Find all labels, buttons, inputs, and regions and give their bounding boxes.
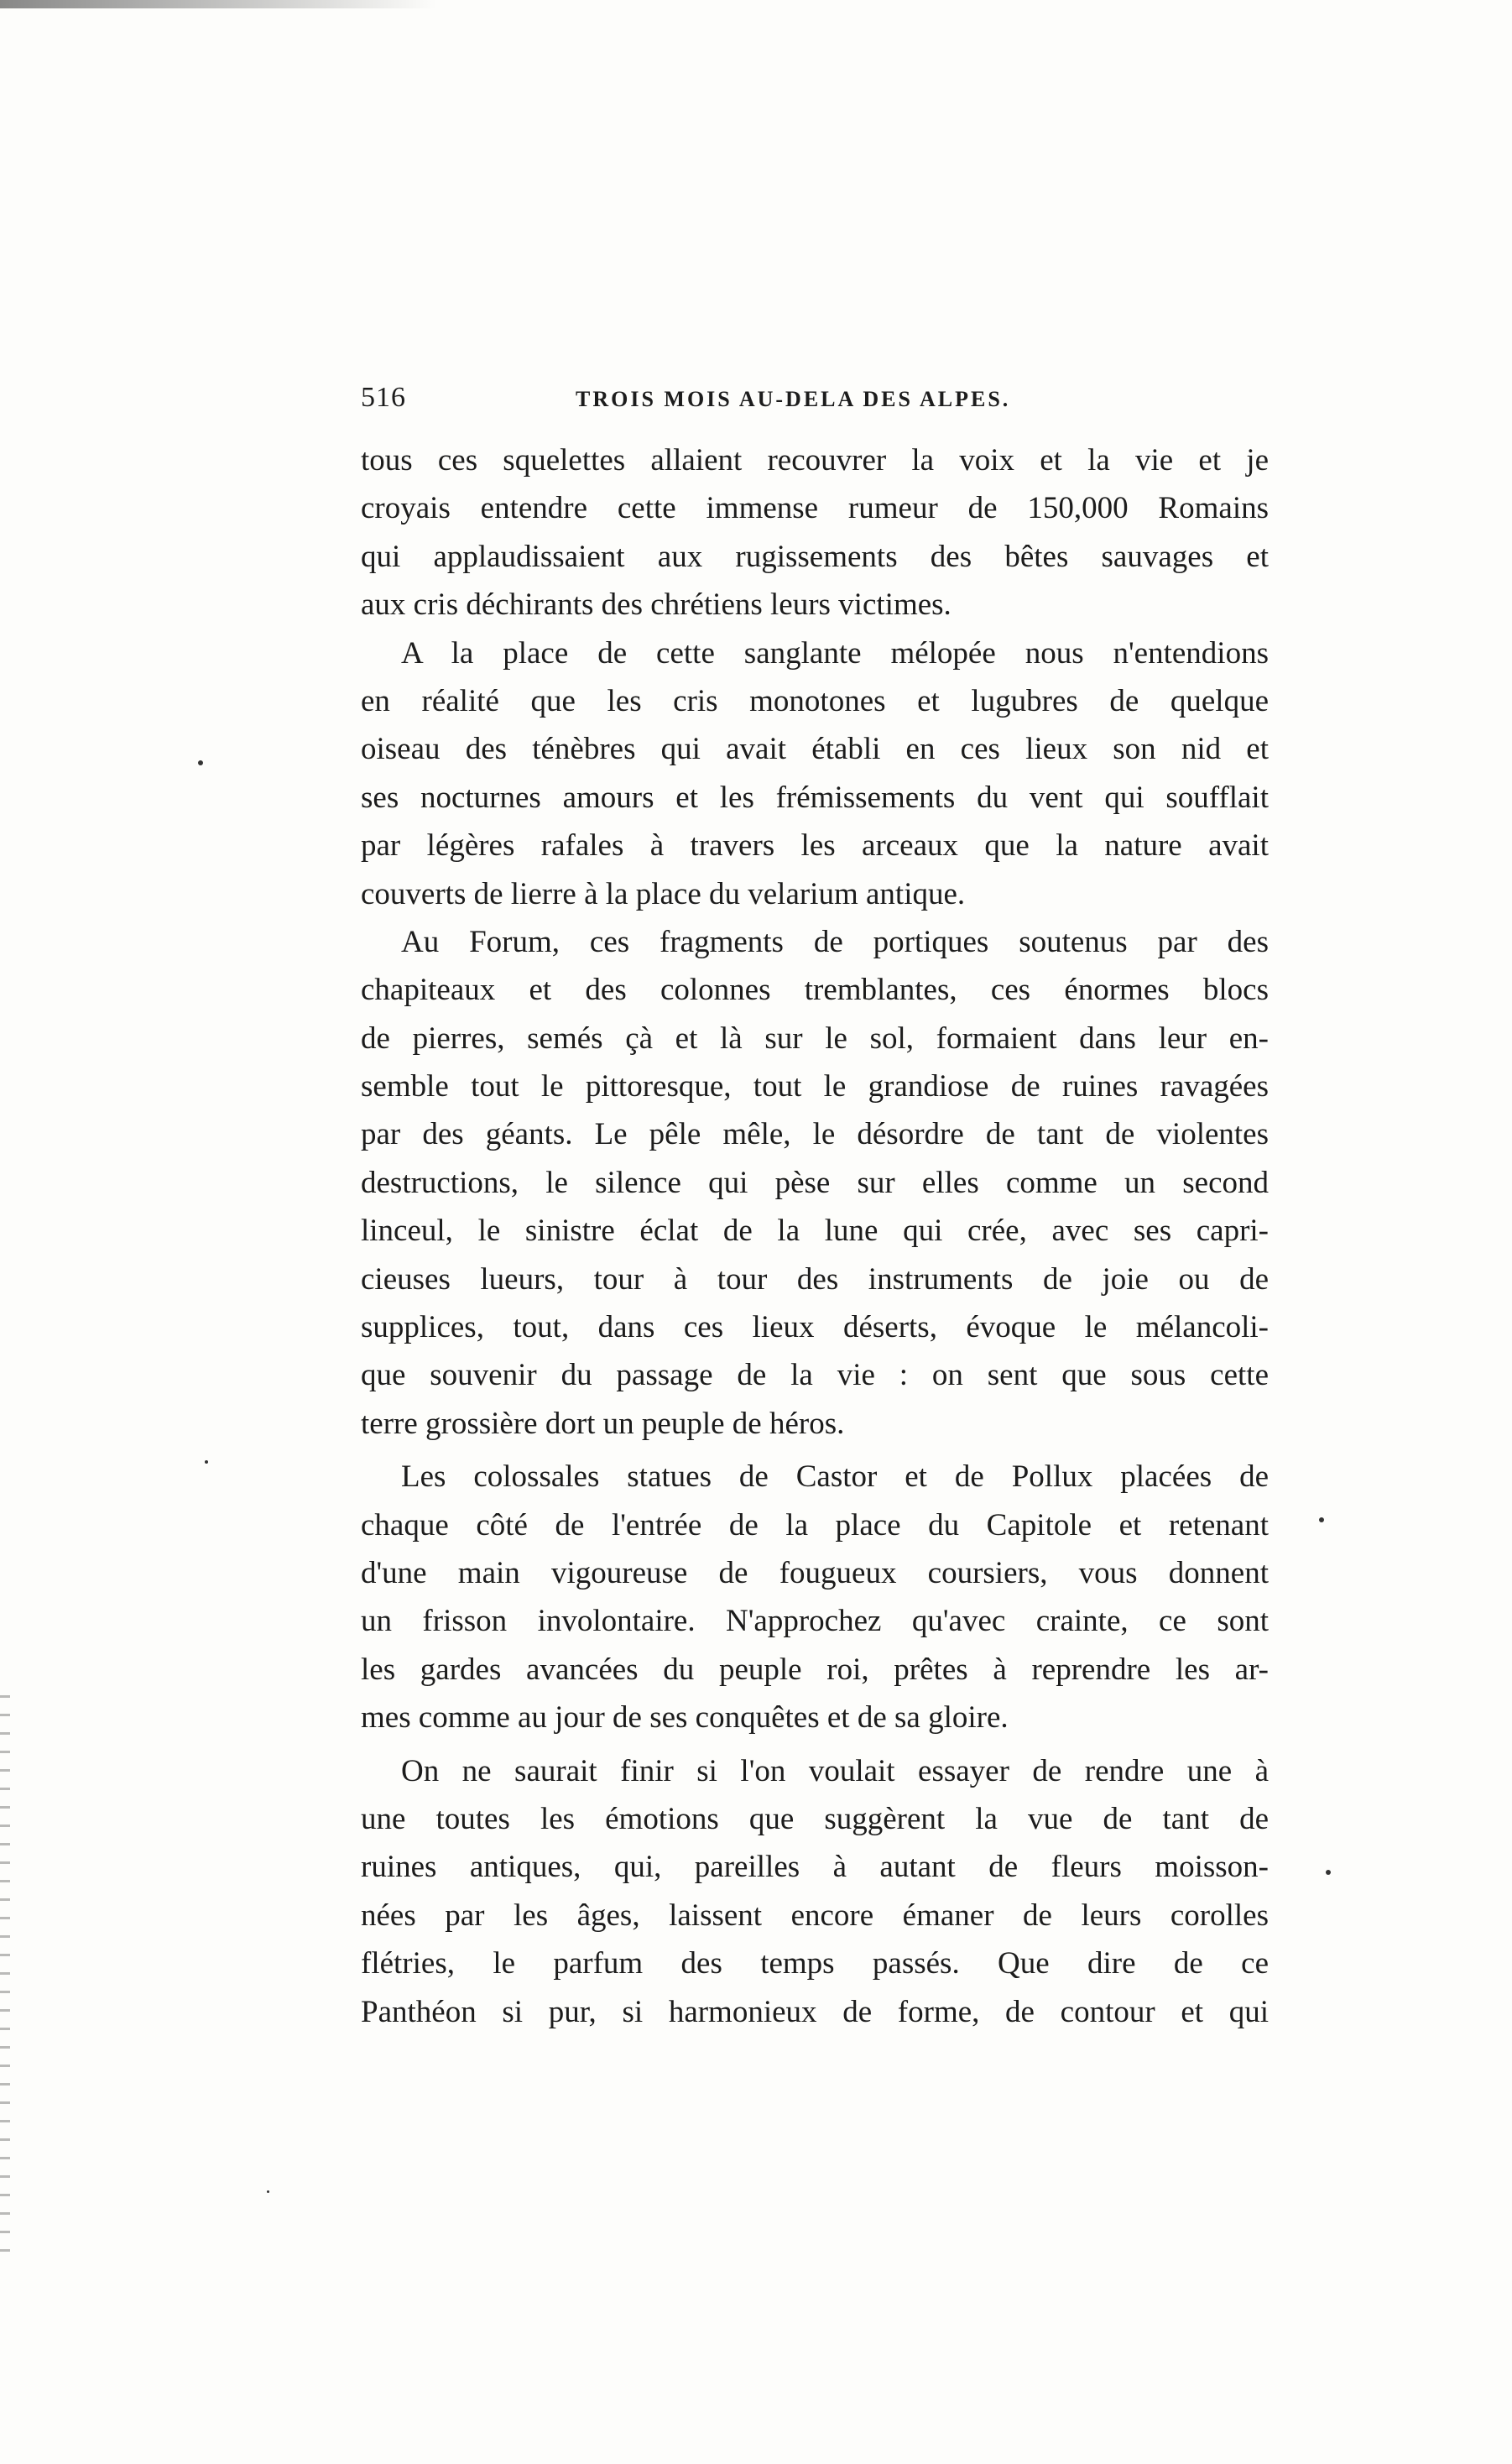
body-text <box>361 436 1269 2036</box>
text-line: ses nocturnes amours et les frémissements du vent qui soufflait <box>361 780 1269 815</box>
text-line: par légères rafales à travers les arceaux que la nature avait <box>361 828 1269 864</box>
text-line: un frisson involontaire. N'approchez qu'avec crainte, ce sont <box>361 1604 1269 1639</box>
text-line: linceul, le sinistre éclat de la lune qui crée, avec ses capri- <box>361 1214 1269 1249</box>
text-line: mes comme au jour de ses conquêtes et de sa gloire. <box>361 1700 1009 1736</box>
text-line: nées par les âges, laissent encore émaner de leurs corolles <box>361 1898 1269 1933</box>
text-line: flétries, le parfum des temps passés. Que dire de ce <box>361 1946 1269 1981</box>
text-line: qui applaudissaient aux rugissements des bêtes sauvages et <box>361 539 1269 574</box>
text-line: ruines antiques, qui, pareilles à autant de fleurs moisson- <box>361 1850 1269 1885</box>
text-line: en réalité que les cris monotones et lugubres de quelque <box>361 683 1269 718</box>
text-line: tous ces squelettes allaient recouvrer la voix et la vie et je <box>361 443 1269 478</box>
text-line: couverts de lierre à la place du velarium antique. <box>361 876 966 911</box>
text-line: cieuses lueurs, tour à tour des instruments de joie ou de <box>361 1261 1269 1297</box>
text-line: A la place de cette sanglante mélopée nous n'entendions <box>401 635 1269 671</box>
margin-scan-artifact <box>0 1695 10 2266</box>
text-line: chaque côté de l'entrée de la place du Capitole et retenant <box>361 1507 1269 1543</box>
text-line: Au Forum, ces fragments de portiques soutenus par des <box>401 924 1269 959</box>
ink-speck <box>1319 1517 1324 1522</box>
ink-speck <box>198 760 203 765</box>
text-line: supplices, tout, dans ces lieux déserts, évoque le mélancoli- <box>361 1310 1269 1345</box>
text-line: oiseau des ténèbres qui avait établi en ces lieux son nid et <box>361 732 1269 767</box>
ink-speck <box>267 2190 269 2193</box>
text-line: aux cris déchirants des chrétiens leurs victimes. <box>361 587 952 623</box>
ink-speck <box>1326 1870 1331 1875</box>
text-line: destructions, le silence qui pèse sur elles comme un second <box>361 1165 1269 1200</box>
text-line: terre grossière dort un peuple de héros. <box>361 1406 845 1441</box>
page-number: 516 <box>361 382 406 413</box>
text-line: une toutes les émotions que suggèrent la vue de tant de <box>361 1801 1269 1836</box>
text-line: d'une main vigoureuse de fougueux coursiers, vous donnent <box>361 1555 1269 1590</box>
running-title: TROIS MOIS AU-DELA DES ALPES. <box>576 387 1011 411</box>
ink-speck <box>205 1460 208 1464</box>
text-line: semble tout le pittoresque, tout le grandiose de ruines ravagées <box>361 1069 1269 1104</box>
text-line: que souvenir du passage de la vie : on sent que sous cette <box>361 1358 1269 1393</box>
text-line: par des géants. Le pêle mêle, le désordre de tant de violentes <box>361 1117 1269 1152</box>
scan-edge-artifact <box>0 0 436 8</box>
page-header <box>361 382 1267 432</box>
text-line: On ne saurait finir si l'on voulait essayer de rendre une à <box>401 1753 1269 1788</box>
text-line: les gardes avancées du peuple roi, prêtes à reprendre les ar- <box>361 1652 1269 1687</box>
text-line: Les colossales statues de Castor et de Pollux placées de <box>401 1459 1269 1495</box>
text-line: Panthéon si pur, si harmonieux de forme, de contour et qui <box>361 1994 1269 2029</box>
text-line: de pierres, semés çà et là sur le sol, formaient dans leur en- <box>361 1021 1269 1056</box>
text-line: chapiteaux et des colonnes tremblantes, ces énormes blocs <box>361 973 1269 1008</box>
text-line: croyais entendre cette immense rumeur de 150,000 Romains <box>361 491 1269 526</box>
